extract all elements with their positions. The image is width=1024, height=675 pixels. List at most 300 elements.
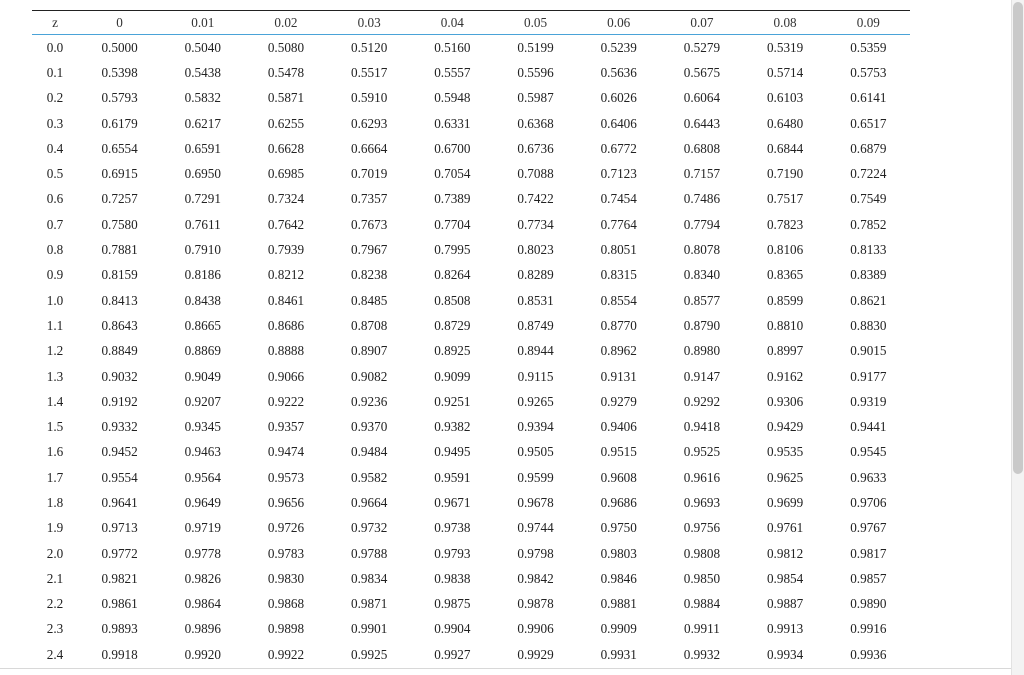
probability-cell: 0.5000: [101, 39, 138, 55]
probability-cell: 0.9641: [101, 494, 138, 510]
probability-cell: 0.9699: [766, 494, 804, 510]
probability-cell: 0.9370: [351, 419, 388, 435]
probability-cell: 0.9463: [184, 444, 221, 460]
probability-cell: 0.9878: [517, 596, 554, 612]
z-value-cell: 0.5: [46, 166, 64, 182]
probability-cell: 0.9850: [683, 570, 721, 586]
table-header: [32, 11, 910, 35]
z-value-cell: 0.6: [46, 191, 64, 207]
probability-cell: 0.8708: [351, 317, 388, 333]
probability-cell: 0.9744: [517, 520, 554, 536]
probability-cell: 0.5557: [434, 64, 471, 80]
table-row: [32, 465, 910, 490]
probability-cell: 0.6480: [766, 115, 804, 131]
probability-cell: 0.9793: [434, 545, 471, 561]
probability-cell: 0.7054: [434, 166, 471, 182]
probability-cell: 0.8051: [600, 242, 637, 258]
probability-cell: 0.7422: [517, 191, 554, 207]
probability-cell: 0.9599: [517, 469, 554, 485]
probability-cell: 0.5871: [267, 90, 305, 106]
probability-cell: 0.9788: [351, 545, 388, 561]
table-row: [32, 642, 910, 667]
table-row: [32, 60, 910, 85]
probability-cell: 0.8413: [101, 292, 138, 308]
z-value-cell: 2.1: [46, 570, 64, 586]
z-value-cell: 1.2: [46, 343, 64, 359]
column-header: 0: [116, 14, 123, 30]
probability-cell: 0.7123: [600, 166, 637, 182]
probability-cell: 0.9772: [101, 545, 138, 561]
probability-cell: 0.8869: [184, 343, 221, 359]
table-row: [32, 541, 910, 566]
probability-cell: 0.9616: [683, 469, 721, 485]
probability-cell: 0.9821: [101, 570, 138, 586]
probability-cell: 0.9826: [184, 570, 221, 586]
z-value-cell: 0.9: [46, 267, 64, 283]
probability-cell: 0.9893: [101, 621, 138, 637]
probability-cell: 0.5120: [351, 39, 388, 55]
probability-cell: 0.9706: [850, 494, 887, 510]
z-value-cell: 0.1: [46, 64, 64, 80]
header-row: [32, 11, 910, 35]
probability-cell: 0.7995: [434, 242, 471, 258]
probability-cell: 0.7357: [351, 191, 388, 207]
table-row: [32, 490, 910, 515]
probability-cell: 0.9817: [850, 545, 887, 561]
probability-cell: 0.6293: [351, 115, 388, 131]
probability-cell: 0.9564: [184, 469, 221, 485]
probability-cell: 0.7939: [267, 242, 305, 258]
probability-cell: 0.9678: [517, 494, 554, 510]
probability-cell: 0.8997: [766, 343, 804, 359]
table-row: [32, 237, 910, 262]
probability-cell: 0.8186: [184, 267, 221, 283]
probability-cell: 0.5199: [517, 39, 554, 55]
probability-cell: 0.8023: [517, 242, 554, 258]
probability-cell: 0.8686: [267, 317, 305, 333]
table-row: [32, 86, 910, 111]
probability-cell: 0.9582: [351, 469, 388, 485]
probability-cell: 0.9812: [766, 545, 804, 561]
probability-cell: 0.7454: [600, 191, 637, 207]
probability-cell: 0.7019: [351, 166, 388, 182]
z-value-cell: 1.5: [46, 419, 64, 435]
probability-cell: 0.8133: [850, 242, 887, 258]
z-value-cell: 1.8: [46, 494, 64, 510]
z-value-cell: 0.4: [46, 140, 64, 156]
probability-cell: 0.7157: [683, 166, 721, 182]
probability-cell: 0.9783: [267, 545, 305, 561]
probability-cell: 0.5675: [683, 64, 721, 80]
probability-cell: 0.5987: [517, 90, 554, 106]
probability-cell: 0.5319: [766, 39, 804, 55]
probability-cell: 0.8665: [184, 317, 221, 333]
probability-cell: 0.9554: [101, 469, 138, 485]
probability-cell: 0.6217: [184, 115, 221, 131]
probability-cell: 0.6255: [267, 115, 305, 131]
probability-cell: 0.7486: [683, 191, 721, 207]
probability-cell: 0.7190: [766, 166, 804, 182]
probability-cell: 0.7852: [850, 216, 887, 232]
probability-cell: 0.9898: [267, 621, 305, 637]
probability-cell: 0.8599: [766, 292, 804, 308]
probability-cell: 0.9049: [184, 368, 221, 384]
column-header: 0.05: [523, 14, 548, 30]
probability-cell: 0.8962: [600, 343, 637, 359]
z-value-cell: 0.3: [46, 115, 64, 131]
probability-cell: 0.9292: [683, 393, 721, 409]
probability-cell: 0.7764: [600, 216, 637, 232]
probability-cell: 0.9515: [600, 444, 637, 460]
probability-cell: 0.9649: [184, 494, 221, 510]
probability-cell: 0.9906: [517, 621, 554, 637]
probability-cell: 0.7967: [351, 242, 388, 258]
probability-cell: 0.6664: [351, 140, 388, 156]
probability-cell: 0.6772: [600, 140, 637, 156]
probability-cell: 0.7389: [434, 191, 471, 207]
probability-cell: 0.9332: [101, 419, 138, 435]
probability-cell: 0.9927: [434, 646, 471, 662]
probability-cell: 0.9265: [517, 393, 554, 409]
probability-cell: 0.9625: [766, 469, 804, 485]
probability-cell: 0.8438: [184, 292, 221, 308]
probability-cell: 0.9222: [267, 393, 305, 409]
probability-cell: 0.8770: [600, 317, 637, 333]
probability-cell: 0.9934: [766, 646, 804, 662]
probability-cell: 0.9452: [101, 444, 138, 460]
probability-cell: 0.8749: [517, 317, 554, 333]
probability-cell: 0.6026: [600, 90, 637, 106]
probability-cell: 0.9319: [850, 393, 887, 409]
probability-cell: 0.6331: [434, 115, 471, 131]
probability-cell: 0.6406: [600, 115, 637, 131]
probability-cell: 0.9911: [684, 621, 720, 637]
probability-cell: 0.9875: [434, 596, 471, 612]
z-value-cell: 0.0: [46, 39, 64, 55]
probability-cell: 0.9693: [683, 494, 721, 510]
probability-cell: 0.9484: [351, 444, 388, 460]
probability-cell: 0.5832: [184, 90, 221, 106]
probability-cell: 0.9207: [184, 393, 221, 409]
table-row: [32, 263, 910, 288]
probability-cell: 0.9066: [267, 368, 305, 384]
probability-cell: 0.9082: [351, 368, 388, 384]
probability-cell: 0.9918: [101, 646, 138, 662]
probability-cell: 0.6179: [101, 115, 138, 131]
probability-cell: 0.9686: [600, 494, 637, 510]
probability-cell: 0.7088: [517, 166, 554, 182]
probability-cell: 0.9719: [184, 520, 221, 536]
probability-cell: 0.6064: [683, 90, 721, 106]
probability-cell: 0.5596: [517, 64, 554, 80]
table-row: [32, 339, 910, 364]
probability-cell: 0.8289: [517, 267, 554, 283]
column-header-z: z: [52, 14, 58, 30]
probability-cell: 0.6591: [184, 140, 221, 156]
probability-cell: 0.9925: [351, 646, 388, 662]
table-row: [32, 161, 910, 186]
probability-cell: 0.8078: [683, 242, 721, 258]
table-row: [32, 516, 910, 541]
bottom-divider: [0, 668, 1024, 669]
probability-cell: 0.9909: [600, 621, 637, 637]
probability-cell: 0.9192: [101, 393, 138, 409]
probability-cell: 0.6950: [184, 166, 221, 182]
probability-cell: 0.9932: [683, 646, 721, 662]
probability-cell: 0.8389: [850, 267, 887, 283]
probability-cell: 0.5279: [683, 39, 721, 55]
probability-cell: 0.9279: [600, 393, 637, 409]
probability-cell: 0.9750: [600, 520, 637, 536]
probability-cell: 0.9868: [267, 596, 305, 612]
table-row: [32, 389, 910, 414]
probability-cell: 0.9738: [434, 520, 471, 536]
probability-cell: 0.9808: [683, 545, 721, 561]
probability-cell: 0.6554: [101, 140, 138, 156]
probability-cell: 0.8554: [600, 292, 637, 308]
probability-cell: 0.5517: [351, 64, 388, 80]
probability-cell: 0.9147: [683, 368, 721, 384]
probability-cell: 0.9671: [434, 494, 471, 510]
probability-cell: 0.9251: [434, 393, 471, 409]
probability-cell: 0.5948: [434, 90, 471, 106]
probability-cell: 0.8212: [267, 267, 305, 283]
table-row: [32, 440, 910, 465]
probability-cell: 0.5040: [184, 39, 221, 55]
z-value-cell: 1.0: [46, 292, 64, 308]
probability-cell: 0.7257: [101, 191, 138, 207]
table-row: [32, 617, 910, 642]
probability-cell: 0.9838: [434, 570, 471, 586]
probability-cell: 0.7734: [517, 216, 554, 232]
z-value-cell: 1.4: [46, 393, 64, 409]
probability-cell: 0.5910: [351, 90, 388, 106]
probability-cell: 0.8729: [434, 317, 471, 333]
probability-cell: 0.5398: [101, 64, 138, 80]
z-value-cell: 2.0: [46, 545, 64, 561]
column-header: 0.04: [440, 14, 464, 30]
probability-cell: 0.9864: [184, 596, 221, 612]
probability-cell: 0.9931: [600, 646, 637, 662]
probability-cell: 0.9495: [434, 444, 471, 460]
probability-cell: 0.9357: [267, 419, 305, 435]
probability-cell: 0.9901: [351, 621, 388, 637]
probability-cell: 0.7291: [184, 191, 221, 207]
probability-cell: 0.6808: [683, 140, 721, 156]
probability-cell: 0.8531: [517, 292, 554, 308]
probability-cell: 0.9382: [434, 419, 471, 435]
probability-cell: 0.8810: [766, 317, 804, 333]
table-row: [32, 364, 910, 389]
probability-cell: 0.9131: [600, 368, 637, 384]
probability-cell: 0.7611: [184, 216, 221, 232]
z-value-cell: 2.3: [46, 621, 64, 637]
probability-cell: 0.9916: [850, 621, 887, 637]
probability-cell: 0.9920: [184, 646, 221, 662]
probability-cell: 0.9871: [351, 596, 388, 612]
probability-cell: 0.9756: [683, 520, 721, 536]
probability-cell: 0.5636: [600, 64, 637, 80]
probability-cell: 0.9857: [850, 570, 887, 586]
z-value-cell: 1.3: [46, 368, 64, 384]
probability-cell: 0.9846: [600, 570, 637, 586]
probability-cell: 0.9861: [101, 596, 138, 612]
probability-cell: 0.7823: [766, 216, 804, 232]
probability-cell: 0.8365: [766, 267, 804, 283]
probability-cell: 0.5793: [101, 90, 138, 106]
probability-cell: 0.9115: [517, 368, 554, 384]
probability-cell: 0.8577: [683, 292, 721, 308]
probability-cell: 0.9573: [267, 469, 305, 485]
column-header: 0.03: [357, 14, 381, 30]
probability-cell: 0.6141: [850, 90, 887, 106]
probability-cell: 0.8264: [434, 267, 471, 283]
probability-cell: 0.8849: [101, 343, 138, 359]
probability-cell: 0.9394: [517, 419, 554, 435]
probability-cell: 0.9830: [267, 570, 305, 586]
table-body: [32, 35, 910, 668]
probability-cell: 0.9887: [766, 596, 804, 612]
probability-cell: 0.5753: [850, 64, 887, 80]
probability-cell: 0.9726: [267, 520, 305, 536]
probability-cell: 0.8315: [600, 267, 637, 283]
probability-cell: 0.9406: [600, 419, 637, 435]
z-value-cell: 0.2: [46, 90, 64, 106]
probability-cell: 0.9854: [766, 570, 804, 586]
probability-cell: 0.9015: [850, 343, 887, 359]
probability-cell: 0.9803: [600, 545, 637, 561]
probability-cell: 0.7517: [766, 191, 804, 207]
probability-cell: 0.9306: [766, 393, 804, 409]
probability-cell: 0.6443: [683, 115, 721, 131]
probability-cell: 0.7794: [683, 216, 721, 232]
probability-cell: 0.5160: [434, 39, 471, 55]
probability-cell: 0.9936: [850, 646, 887, 662]
probability-cell: 0.5080: [267, 39, 305, 55]
probability-cell: 0.9929: [517, 646, 554, 662]
scrollbar-thumb[interactable]: [1013, 2, 1023, 474]
probability-cell: 0.9904: [434, 621, 471, 637]
probability-cell: 0.8340: [683, 267, 721, 283]
probability-cell: 0.9913: [766, 621, 804, 637]
probability-cell: 0.9535: [766, 444, 804, 460]
probability-cell: 0.9418: [683, 419, 721, 435]
probability-cell: 0.8621: [850, 292, 887, 308]
probability-cell: 0.9032: [101, 368, 138, 384]
probability-cell: 0.6879: [850, 140, 887, 156]
vertical-scrollbar[interactable]: [1011, 0, 1024, 675]
column-header: 0.07: [690, 14, 714, 30]
probability-cell: 0.7673: [351, 216, 388, 232]
probability-cell: 0.9525: [683, 444, 721, 460]
probability-cell: 0.9633: [850, 469, 887, 485]
column-header: 0.02: [274, 14, 298, 30]
probability-cell: 0.9505: [517, 444, 554, 460]
table-row: [32, 414, 910, 439]
z-table-container: [32, 10, 910, 667]
probability-cell: 0.6103: [766, 90, 804, 106]
column-header: 0.06: [607, 14, 631, 30]
probability-cell: 0.9474: [267, 444, 305, 460]
probability-cell: 0.5478: [267, 64, 305, 80]
table-row: [32, 566, 910, 591]
probability-cell: 0.9713: [101, 520, 138, 536]
probability-cell: 0.6736: [517, 140, 554, 156]
probability-cell: 0.8980: [683, 343, 721, 359]
probability-cell: 0.8643: [101, 317, 138, 333]
table-row: [32, 313, 910, 338]
table-row: [32, 35, 910, 61]
probability-cell: 0.9345: [184, 419, 221, 435]
probability-cell: 0.9834: [351, 570, 388, 586]
probability-cell: 0.7549: [850, 191, 887, 207]
probability-cell: 0.7704: [434, 216, 471, 232]
probability-cell: 0.6628: [267, 140, 305, 156]
probability-cell: 0.9761: [766, 520, 804, 536]
probability-cell: 0.9441: [850, 419, 887, 435]
probability-cell: 0.9545: [850, 444, 887, 460]
probability-cell: 0.9881: [600, 596, 637, 612]
probability-cell: 0.9099: [434, 368, 471, 384]
probability-cell: 0.6700: [434, 140, 471, 156]
probability-cell: 0.8106: [766, 242, 804, 258]
standard-normal-table: [32, 10, 910, 667]
probability-cell: 0.8238: [351, 267, 388, 283]
probability-cell: 0.8907: [351, 343, 388, 359]
probability-cell: 0.8461: [267, 292, 305, 308]
probability-cell: 0.8508: [434, 292, 471, 308]
table-row: [32, 187, 910, 212]
probability-cell: 0.8790: [683, 317, 721, 333]
probability-cell: 0.9664: [351, 494, 388, 510]
probability-cell: 0.9591: [434, 469, 471, 485]
table-row: [32, 212, 910, 237]
probability-cell: 0.9890: [850, 596, 887, 612]
probability-cell: 0.5714: [766, 64, 804, 80]
z-value-cell: 1.6: [46, 444, 64, 460]
probability-cell: 0.6517: [850, 115, 887, 131]
probability-cell: 0.6368: [517, 115, 554, 131]
probability-cell: 0.6915: [101, 166, 138, 182]
z-value-cell: 2.4: [46, 646, 64, 662]
probability-cell: 0.5359: [850, 39, 887, 55]
probability-cell: 0.6844: [766, 140, 804, 156]
z-value-cell: 1.9: [46, 520, 64, 536]
probability-cell: 0.8888: [267, 343, 305, 359]
probability-cell: 0.7642: [267, 216, 305, 232]
column-header: 0.08: [773, 14, 797, 30]
z-value-cell: 1.1: [46, 317, 64, 333]
column-header: 0.01: [191, 14, 215, 30]
probability-cell: 0.6985: [267, 166, 305, 182]
column-header: 0.09: [856, 14, 880, 30]
probability-cell: 0.7910: [184, 242, 221, 258]
z-value-cell: 0.8: [46, 242, 64, 258]
probability-cell: 0.8925: [434, 343, 471, 359]
probability-cell: 0.9608: [600, 469, 637, 485]
probability-cell: 0.9656: [267, 494, 305, 510]
probability-cell: 0.8485: [351, 292, 388, 308]
probability-cell: 0.7881: [101, 242, 138, 258]
table-row: [32, 288, 910, 313]
probability-cell: 0.9922: [267, 646, 305, 662]
probability-cell: 0.7224: [850, 166, 887, 182]
table-row: [32, 111, 910, 136]
table-row: [32, 592, 910, 617]
probability-cell: 0.8159: [101, 267, 138, 283]
probability-cell: 0.8830: [850, 317, 887, 333]
probability-cell: 0.7324: [267, 191, 305, 207]
